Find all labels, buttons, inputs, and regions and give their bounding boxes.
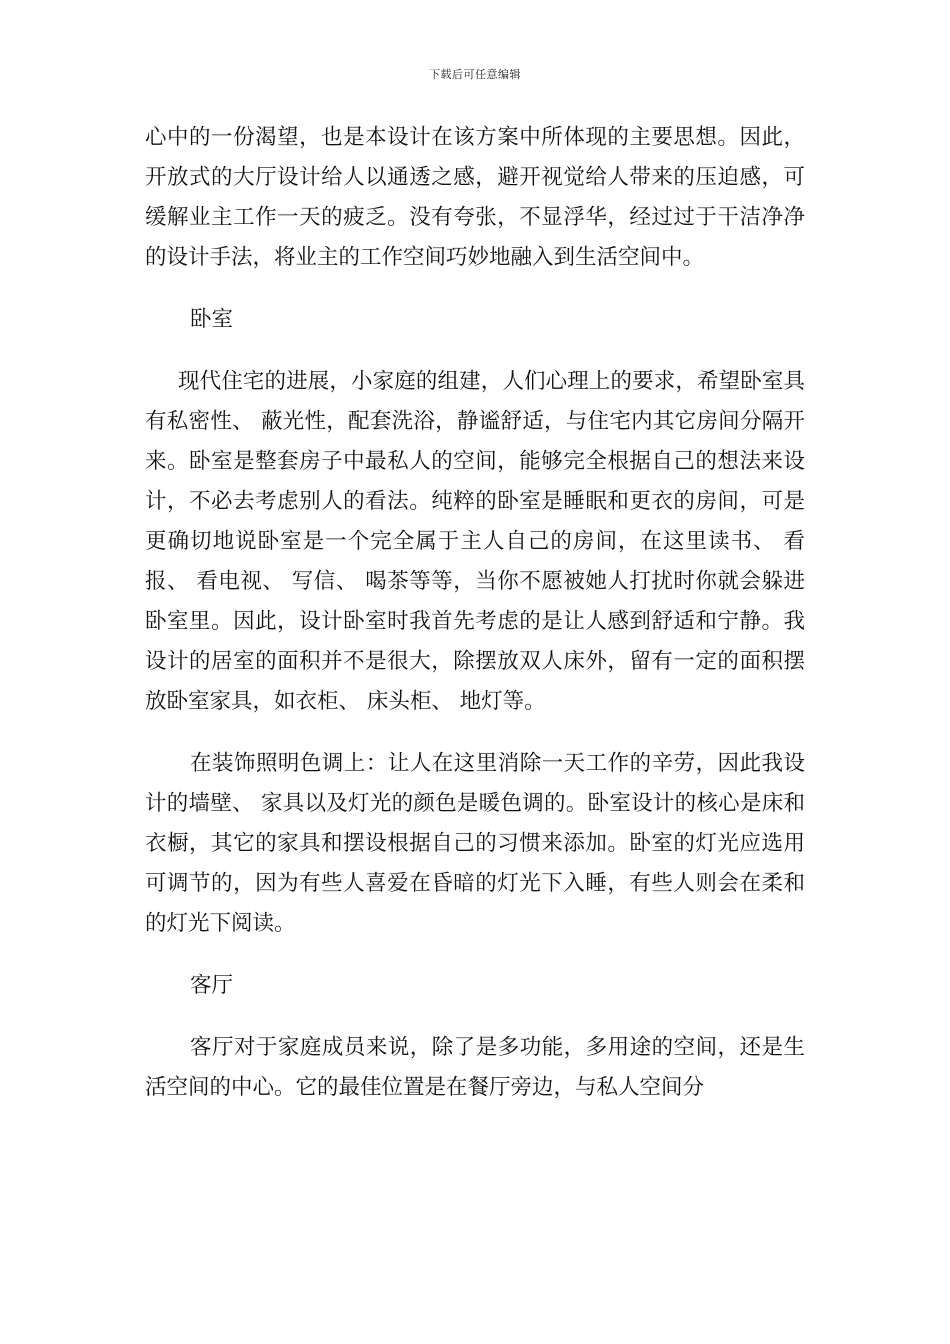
bedroom-heading: 卧室 xyxy=(190,307,234,332)
intro-paragraph: 心中的一份渴望，也是本设计在该方案中所体现的主要思想。因此，开放式的大厅设计给人以通透之感，避开视觉给人带来的压迫感，可缓解业主工作一天的疲乏。没有夸张，不显浮华，经过过于干洁净净的设计手法，将业主的工作空间巧妙地融入到生活空间中。 xyxy=(145,125,805,270)
living-room-heading: 客厅 xyxy=(190,973,234,998)
document-body xyxy=(145,118,805,1108)
header-note: 下载后可任意编辑 xyxy=(429,68,521,81)
bedroom-paragraph-1: 现代住宅的进展，小家庭的组建，人们心理上的要求，希望卧室具有私密性、 蔽光性，配套洗浴，静谧舒适，与住宅内其它房间分隔开来。卧室是整套房子中最私人的空间，能够完全根据自己的想法来设计，不必去考虑别人的看法。纯粹的卧室是睡眠和更衣的房间，可是更确切地说卧室是一个完全属于主人自己的房间，在这里读书、 看报、 看电视、 写信、 喝茶等等，当你不愿被她人打扰时你就会躲进卧室里。因此，设计卧室时我首先考虑的是让人感到舒适和宁静。我设计的居室的面积并不是很大，除摆放双人床外，留有一定的面积摆放卧室家具，如衣柜、 床头柜、 地灯等。 xyxy=(145,369,805,714)
spacer xyxy=(145,1006,805,1028)
living-room-paragraph-1: 客厅对于家庭成员来说，除了是多功能，多用途的空间，还是生活空间的中心。它的最佳位置是在餐厅旁边，与私人空间分 xyxy=(145,1035,805,1100)
spacer xyxy=(145,340,805,362)
spacer xyxy=(145,722,805,744)
spacer xyxy=(145,278,805,300)
spacer xyxy=(145,944,805,966)
bedroom-paragraph-2: 在装饰照明色调上：让人在这里消除一天工作的辛劳，因此我设计的墙壁、 家具以及灯光的颜色是暖色调的。卧室设计的核心是床和衣橱，其它的家具和摆设根据自己的习惯来添加。卧室的灯光应选用可调节的，因为有些人喜爱在昏暗的灯光下入睡，有些人则会在柔和的灯光下阅读。 xyxy=(145,751,805,936)
